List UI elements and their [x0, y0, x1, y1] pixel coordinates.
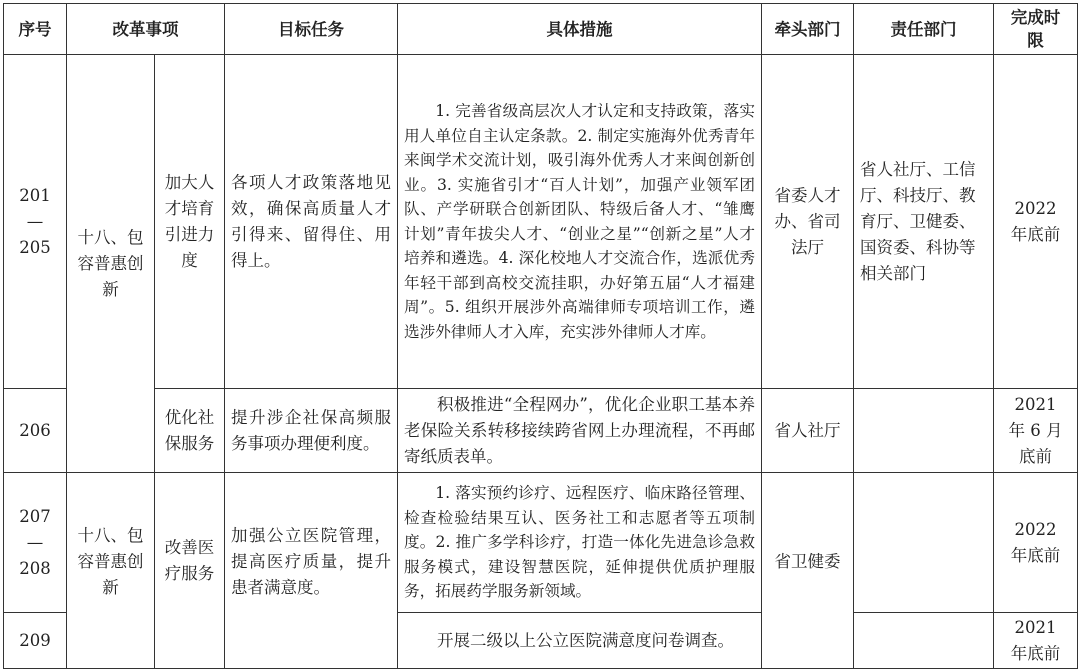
measures-cell: 1. 完善省级高层次人才认定和支持政策，落实用人单位自主认定条款。2. 制定实施海外优秀青年来闽学术交流计划，吸引海外优秀人才来闽创新创业。3. 实施省引才“百人计划”，加强产业领军团队、产学研联合创新团队、特级后备人才、“雏鹰计划”青年拔尖人才、“创业之星”“创新之星”人才培养和遴选。4. 深化校地人才交流合作，选派优秀年轻干部到高校交流挂职，办好第五届“人才福建周”。5. 组织开展涉外高端律师专项培训工作，遴选涉外律师人才入库，充实涉外律师人才库。	[398, 55, 762, 389]
seq-cell: 206	[4, 389, 67, 473]
deadline-cell: 2021 年 6 月底前	[994, 389, 1078, 473]
seq-cell: 201—205	[4, 55, 67, 389]
category-cell: 十八、包容普惠创新	[67, 473, 155, 669]
header-deadline: 完成时限	[994, 4, 1078, 55]
deadline-cell: 2022 年底前	[994, 55, 1078, 389]
header-resp-dept: 责任部门	[854, 4, 994, 55]
seq-cell: 209	[4, 613, 67, 669]
header-reform-item: 改革事项	[67, 4, 225, 55]
measures-cell: 1. 落实预约诊疗、远程医疗、临床路径管理、检查检验结果互认、医务社工和志愿者等五项制度。2. 推广多学科诊疗，打造一体化先进急诊急救服务模式，建设智慧医院，延伸提供优质护理服务，拓展药学服务新领域。	[398, 473, 762, 613]
resp-dept-cell	[854, 473, 994, 613]
resp-dept-cell	[854, 389, 994, 473]
resp-dept-cell: 省人社厅、工信厅、科技厅、教育厅、卫健委、国资委、科协等相关部门	[854, 55, 994, 389]
measures-cell: 积极推进“全程网办”，优化企业职工基本养老保险关系转移接续跨省网上办理流程，不再邮寄纸质表单。	[398, 389, 762, 473]
header-seq: 序号	[4, 4, 67, 55]
deadline-cell: 2022 年底前	[994, 473, 1078, 613]
measures-cell: 开展二级以上公立医院满意度问卷调查。	[398, 613, 762, 669]
header-row	[4, 4, 1078, 55]
deadline-cell: 2021 年底前	[994, 613, 1078, 669]
target-cell: 加强公立医院管理，提高医疗质量，提升患者满意度。	[225, 473, 398, 669]
target-cell: 各项人才政策落地见效，确保高质量人才引得来、留得住、用得上。	[225, 55, 398, 389]
sub-item-cell: 加大人才培育引进力度	[155, 55, 225, 389]
sub-item-cell: 优化社保服务	[155, 389, 225, 473]
table-row	[4, 389, 1078, 473]
category-cell: 十八、包容普惠创新	[67, 55, 155, 473]
resp-dept-cell	[854, 613, 994, 669]
header-lead-dept: 牵头部门	[762, 4, 854, 55]
table-row	[4, 55, 1078, 389]
seq-cell: 207—208	[4, 473, 67, 613]
table-row	[4, 473, 1078, 613]
lead-dept-cell: 省人社厅	[762, 389, 854, 473]
reform-task-table	[3, 3, 1078, 669]
lead-dept-cell: 省委人才办、省司法厅	[762, 55, 854, 389]
lead-dept-cell: 省卫健委	[762, 473, 854, 669]
sub-item-cell: 改善医疗服务	[155, 473, 225, 669]
header-measures: 具体措施	[398, 4, 762, 55]
target-cell: 提升涉企社保高频服务事项办理便利度。	[225, 389, 398, 473]
header-target-task: 目标任务	[225, 4, 398, 55]
